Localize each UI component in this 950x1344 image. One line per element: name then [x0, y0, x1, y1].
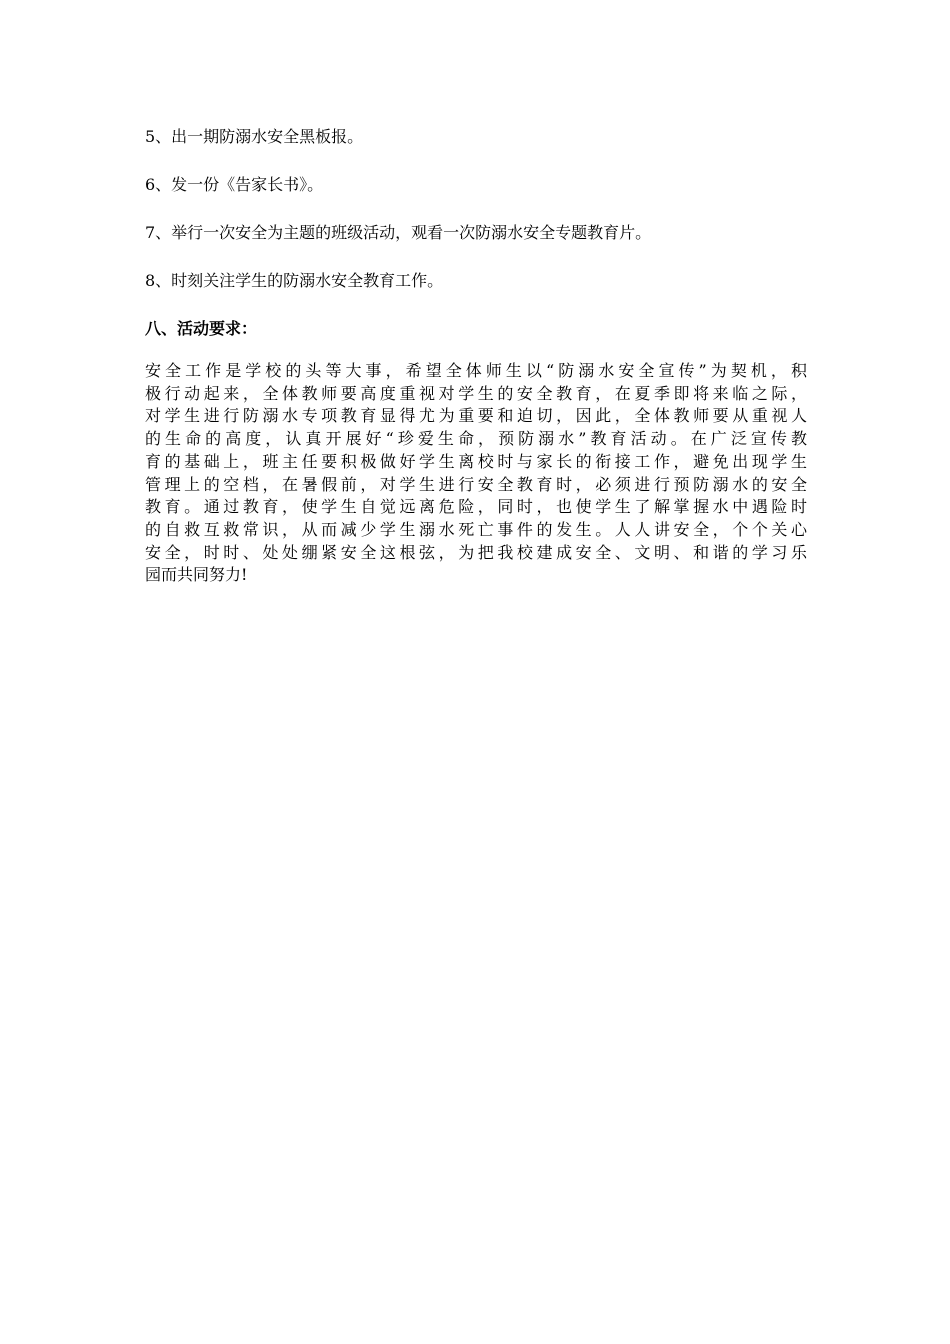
paragraph-line: 的生命的高度，认真开展好“珍爱生命，预防溺水”教育活动。在广泛宣传教 [145, 429, 807, 449]
paragraph-line: 安全工作是学校的头等大事，希望全体师生以“防溺水安全宣传”为契机，积 [145, 361, 807, 380]
list-item-7: 7、举行一次安全为主题的班级活动，观看一次防溺水安全专题教育片。 [145, 223, 652, 242]
requirements-paragraph [145, 360, 807, 587]
list-item-8: 8、时刻关注学生的防溺水安全教育工作。 [145, 271, 444, 290]
paragraph-line: 极行动起来，全体教师要高度重视对学生的安全教育，在夏季即将来临之际， [145, 383, 807, 403]
list-item-6: 6、发一份《告家长书》。 [145, 175, 324, 194]
paragraph-line: 安全，时时、处处绷紧安全这根弦，为把我校建成安全、文明、和谐的学习乐 [145, 542, 807, 562]
paragraph-line: 园而共同努力! [145, 565, 248, 585]
paragraph-line: 育的基础上，班主任要积极做好学生离校时与家长的衔接工作，避免出现学生 [145, 451, 807, 471]
list-item-5: 5、出一期防溺水安全黑板报。 [145, 127, 364, 146]
paragraph-line: 教育。通过教育，使学生自觉远离危险，同时，也使学生了解掌握水中遇险时 [145, 497, 807, 517]
paragraph-line: 管理上的空档，在暑假前，对学生进行安全教育时，必须进行预防溺水的安全 [145, 474, 807, 494]
paragraph-line: 的自救互救常识，从而减少学生溺水死亡事件的发生。人人讲安全，个个关心 [145, 519, 807, 539]
document-body [145, 126, 807, 587]
paragraph-line: 对学生进行防溺水专项教育显得尤为重要和迫切，因此，全体教师要从重视人 [145, 406, 807, 426]
section-heading: 八、活动要求： [145, 319, 258, 338]
